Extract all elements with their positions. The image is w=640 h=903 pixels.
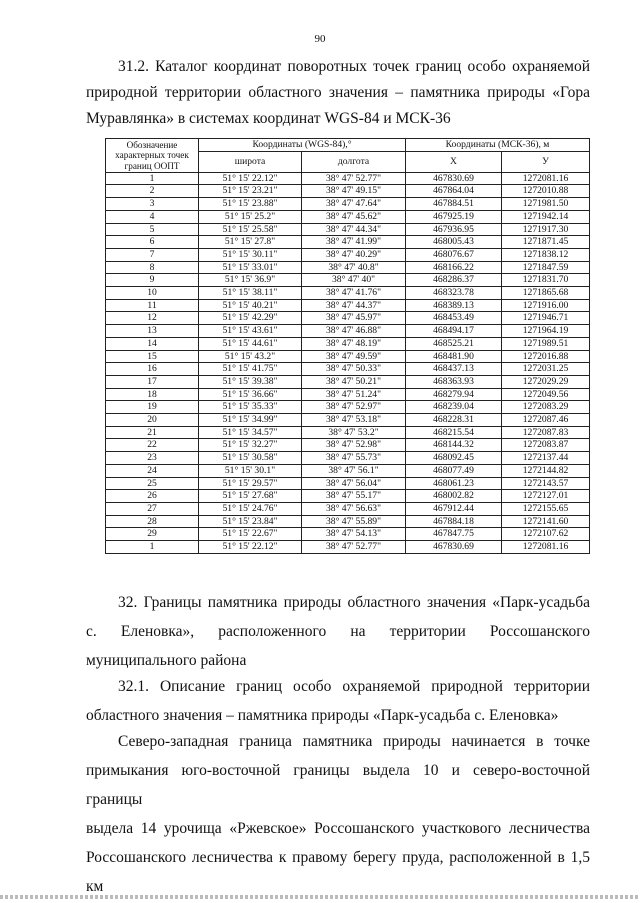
x-coordinate-cell: 468144.32: [406, 439, 502, 452]
table-row: [106, 528, 590, 541]
point-number-cell: 20: [106, 414, 199, 427]
x-coordinate-cell: 467912.44: [406, 502, 502, 515]
point-number-cell: 8: [106, 261, 199, 274]
y-coordinate-cell: 1271871.45: [502, 236, 590, 249]
y-coordinate-cell: 1272010.88: [502, 185, 590, 198]
latitude-cell: 51° 15' 39.38": [199, 375, 302, 388]
y-coordinate-cell: 1272144.82: [502, 464, 590, 477]
table-row: [106, 350, 590, 363]
longitude-cell: 38° 47' 41.99": [302, 236, 406, 249]
heading-line-3: Муравлянка» в системах координат WGS-84 и МСК-36: [86, 110, 451, 127]
x-coordinate-cell: 468005.43: [406, 236, 502, 249]
point-number-cell: 10: [106, 287, 199, 300]
longitude-cell: 38° 47' 45.62": [302, 210, 406, 223]
header-latitude: широта: [199, 151, 302, 172]
y-coordinate-cell: 1271831.70: [502, 274, 590, 287]
point-number-cell: 16: [106, 363, 199, 376]
latitude-cell: 51° 15' 36.9": [199, 274, 302, 287]
longitude-cell: 38° 47' 52.77": [302, 172, 406, 185]
x-coordinate-cell: 468286.37: [406, 274, 502, 287]
x-coordinate-cell: 468092.45: [406, 452, 502, 465]
point-number-cell: 26: [106, 490, 199, 503]
point-number-cell: 18: [106, 388, 199, 401]
point-number-cell: 12: [106, 312, 199, 325]
y-coordinate-cell: 1272081.16: [502, 541, 590, 554]
x-coordinate-cell: 467864.04: [406, 185, 502, 198]
latitude-cell: 51° 15' 25.58": [199, 223, 302, 236]
y-coordinate-cell: 1272107.62: [502, 528, 590, 541]
y-coordinate-cell: 1272155.65: [502, 502, 590, 515]
header-longitude: долгота: [302, 151, 406, 172]
catalog-heading: [86, 54, 590, 132]
table-row: [106, 502, 590, 515]
point-number-cell: 5: [106, 223, 199, 236]
x-coordinate-cell: 468166.22: [406, 261, 502, 274]
longitude-cell: 38° 47' 53.18": [302, 414, 406, 427]
latitude-cell: 51° 15' 22.12": [199, 541, 302, 554]
x-coordinate-cell: 468494.17: [406, 325, 502, 338]
x-coordinate-cell: 468215.54: [406, 426, 502, 439]
x-coordinate-cell: 468002.82: [406, 490, 502, 503]
table-row: [106, 490, 590, 503]
table-row: [106, 299, 590, 312]
latitude-cell: 51° 15' 23.84": [199, 515, 302, 528]
y-coordinate-cell: 1271989.51: [502, 337, 590, 350]
y-coordinate-cell: 1272087.46: [502, 414, 590, 427]
point-number-cell: 11: [106, 299, 199, 312]
point-number-cell: 1: [106, 172, 199, 185]
x-coordinate-cell: 468061.23: [406, 477, 502, 490]
x-coordinate-cell: 468437.13: [406, 363, 502, 376]
longitude-cell: 38° 47' 49.15": [302, 185, 406, 198]
y-coordinate-cell: 1272141.60: [502, 515, 590, 528]
longitude-cell: 38° 47' 50.33": [302, 363, 406, 376]
longitude-cell: 38° 47' 52.98": [302, 439, 406, 452]
longitude-cell: 38° 47' 44.34": [302, 223, 406, 236]
y-coordinate-cell: 1272083.87: [502, 439, 590, 452]
longitude-cell: 38° 47' 40": [302, 274, 406, 287]
point-number-cell: 17: [106, 375, 199, 388]
x-coordinate-cell: 468453.49: [406, 312, 502, 325]
table-row: [106, 515, 590, 528]
table-row: [106, 261, 590, 274]
longitude-cell: 38° 47' 54.13": [302, 528, 406, 541]
point-number-cell: 1: [106, 541, 199, 554]
longitude-cell: 38° 47' 48.19": [302, 337, 406, 350]
longitude-cell: 38° 47' 55.73": [302, 452, 406, 465]
x-coordinate-cell: 468323.78: [406, 287, 502, 300]
table-row: [106, 223, 590, 236]
section-32-line-3: муниципального района: [86, 652, 247, 669]
section-32-line-2: с. Еленовка», расположенного на территории Россошанского: [86, 623, 590, 640]
x-coordinate-cell: 468077.49: [406, 464, 502, 477]
x-coordinate-cell: 468481.90: [406, 350, 502, 363]
y-coordinate-cell: 1271942.14: [502, 210, 590, 223]
point-number-cell: 28: [106, 515, 199, 528]
y-coordinate-cell: 1272081.16: [502, 172, 590, 185]
point-number-cell: 29: [106, 528, 199, 541]
point-number-cell: 27: [106, 502, 199, 515]
latitude-cell: 51° 15' 24.76": [199, 502, 302, 515]
x-coordinate-cell: 468525.21: [406, 337, 502, 350]
description-line-3: выдела 14 урочища «Ржевское» Россошанского участкового лесничества: [86, 820, 590, 837]
latitude-cell: 51° 15' 22.67": [199, 528, 302, 541]
latitude-cell: 51° 15' 22.12": [199, 172, 302, 185]
table-row: [106, 363, 590, 376]
x-coordinate-cell: 467884.18: [406, 515, 502, 528]
latitude-cell: 51° 15' 43.61": [199, 325, 302, 338]
point-number-cell: 15: [106, 350, 199, 363]
latitude-cell: 51° 15' 25.2": [199, 210, 302, 223]
latitude-cell: 51° 15' 44.61": [199, 337, 302, 350]
table-row: [106, 337, 590, 350]
y-coordinate-cell: 1272087.83: [502, 426, 590, 439]
page-number: 90: [314, 33, 326, 45]
point-number-cell: 25: [106, 477, 199, 490]
longitude-cell: 38° 47' 44.37": [302, 299, 406, 312]
table-row: [106, 198, 590, 211]
longitude-cell: 38° 47' 55.17": [302, 490, 406, 503]
longitude-cell: 38° 47' 52.77": [302, 541, 406, 554]
y-coordinate-cell: 1271946.71: [502, 312, 590, 325]
table-row: [106, 477, 590, 490]
point-number-cell: 3: [106, 198, 199, 211]
header-x: X: [406, 151, 502, 172]
header-msk36: Координаты (МСК-36), м: [406, 139, 590, 152]
description-line-4: Россошанского лесничества к правому берегу пруда, расположенной в 1,5 км: [86, 849, 590, 895]
latitude-cell: 51° 15' 38.11": [199, 287, 302, 300]
table-row: [106, 375, 590, 388]
latitude-cell: 51° 15' 34.57": [199, 426, 302, 439]
table-row: [106, 426, 590, 439]
longitude-cell: 38° 47' 40.29": [302, 248, 406, 261]
y-coordinate-cell: 1272016.88: [502, 350, 590, 363]
table-row: [106, 414, 590, 427]
point-number-cell: 23: [106, 452, 199, 465]
section-321-heading: [86, 672, 590, 730]
x-coordinate-cell: 467830.69: [406, 541, 502, 554]
x-coordinate-cell: 468389.13: [406, 299, 502, 312]
latitude-cell: 51° 15' 23.88": [199, 198, 302, 211]
longitude-cell: 38° 47' 41.76": [302, 287, 406, 300]
boundary-description: [86, 727, 590, 901]
point-number-cell: 19: [106, 401, 199, 414]
point-number-cell: 9: [106, 274, 199, 287]
longitude-cell: 38° 47' 56.1": [302, 464, 406, 477]
table-row: [106, 274, 590, 287]
coordinates-table-body: [106, 172, 590, 553]
latitude-cell: 51° 15' 30.1": [199, 464, 302, 477]
header-point-designation: Обозначение характерных точек границ ООПТ: [106, 139, 199, 173]
y-coordinate-cell: 1272137.44: [502, 452, 590, 465]
y-coordinate-cell: 1271847.59: [502, 261, 590, 274]
latitude-cell: 51° 15' 42.29": [199, 312, 302, 325]
y-coordinate-cell: 1272143.57: [502, 477, 590, 490]
longitude-cell: 38° 47' 53.2": [302, 426, 406, 439]
latitude-cell: 51° 15' 23.21": [199, 185, 302, 198]
x-coordinate-cell: 467936.95: [406, 223, 502, 236]
latitude-cell: 51° 15' 29.57": [199, 477, 302, 490]
header-wgs84: Координаты (WGS-84),°: [199, 139, 406, 152]
latitude-cell: 51° 15' 30.58": [199, 452, 302, 465]
section-321-line-2: областного значения – памятника природы «Парк-усадьба с. Еленовка»: [86, 707, 559, 724]
longitude-cell: 38° 47' 51.24": [302, 388, 406, 401]
longitude-cell: 38° 47' 46.88": [302, 325, 406, 338]
y-coordinate-cell: 1271916.00: [502, 299, 590, 312]
table-row: [106, 248, 590, 261]
point-number-cell: 7: [106, 248, 199, 261]
y-coordinate-cell: 1271838.12: [502, 248, 590, 261]
x-coordinate-cell: 467884.51: [406, 198, 502, 211]
description-line-2: примыкания юго-восточной границы выдела 10 и северо-восточной границы: [86, 762, 590, 808]
coordinates-table: [105, 138, 590, 554]
section-321-line-1: 32.1. Описание границ особо охраняемой природной территории: [118, 678, 590, 695]
x-coordinate-cell: 468228.31: [406, 414, 502, 427]
table-row: [106, 210, 590, 223]
x-coordinate-cell: 468279.94: [406, 388, 502, 401]
point-number-cell: 6: [106, 236, 199, 249]
table-row: [106, 452, 590, 465]
longitude-cell: 38° 47' 55.89": [302, 515, 406, 528]
section-32-heading: [86, 588, 590, 675]
point-number-cell: 24: [106, 464, 199, 477]
heading-line-2: природной территории областного значения – памятника природы «Гора: [86, 84, 590, 101]
point-number-cell: 14: [106, 337, 199, 350]
y-coordinate-cell: 1271964.19: [502, 325, 590, 338]
x-coordinate-cell: 468239.04: [406, 401, 502, 414]
table-row: [106, 312, 590, 325]
latitude-cell: 51° 15' 27.8": [199, 236, 302, 249]
table-row: [106, 388, 590, 401]
x-coordinate-cell: 467847.75: [406, 528, 502, 541]
latitude-cell: 51° 15' 27.68": [199, 490, 302, 503]
description-line-1: Северо-западная граница памятника природы начинается в точке: [118, 733, 590, 750]
point-number-cell: 21: [106, 426, 199, 439]
y-coordinate-cell: 1271865.68: [502, 287, 590, 300]
latitude-cell: 51° 15' 40.21": [199, 299, 302, 312]
x-coordinate-cell: 467925.19: [406, 210, 502, 223]
longitude-cell: 38° 47' 40.8": [302, 261, 406, 274]
longitude-cell: 38° 47' 56.04": [302, 477, 406, 490]
header-y: У: [502, 151, 590, 172]
latitude-cell: 51° 15' 35.33": [199, 401, 302, 414]
heading-line-1: 31.2. Каталог координат поворотных точек границ особо охраняемой: [118, 58, 590, 75]
table-row: [106, 287, 590, 300]
y-coordinate-cell: 1272049.56: [502, 388, 590, 401]
latitude-cell: 51° 15' 30.11": [199, 248, 302, 261]
longitude-cell: 38° 47' 45.97": [302, 312, 406, 325]
longitude-cell: 38° 47' 56.63": [302, 502, 406, 515]
y-coordinate-cell: 1272127.01: [502, 490, 590, 503]
table-row: [106, 236, 590, 249]
y-coordinate-cell: 1272031.25: [502, 363, 590, 376]
point-number-cell: 4: [106, 210, 199, 223]
latitude-cell: 51° 15' 32.27": [199, 439, 302, 452]
y-coordinate-cell: 1271981.50: [502, 198, 590, 211]
latitude-cell: 51° 15' 43.2": [199, 350, 302, 363]
section-32-line-1: 32. Границы памятника природы областного значения «Парк-усадьба: [118, 594, 590, 611]
x-coordinate-cell: 468363.93: [406, 375, 502, 388]
table-row: [106, 439, 590, 452]
latitude-cell: 51° 15' 33.01": [199, 261, 302, 274]
y-coordinate-cell: 1271917.30: [502, 223, 590, 236]
scan-bottom-edge: [0, 895, 640, 899]
longitude-cell: 38° 47' 52.97": [302, 401, 406, 414]
latitude-cell: 51° 15' 41.75": [199, 363, 302, 376]
point-number-cell: 13: [106, 325, 199, 338]
latitude-cell: 51° 15' 36.66": [199, 388, 302, 401]
point-number-cell: 22: [106, 439, 199, 452]
table-row: [106, 401, 590, 414]
longitude-cell: 38° 47' 50.21": [302, 375, 406, 388]
longitude-cell: 38° 47' 49.59": [302, 350, 406, 363]
y-coordinate-cell: 1272029.29: [502, 375, 590, 388]
table-row: [106, 541, 590, 554]
longitude-cell: 38° 47' 47.64": [302, 198, 406, 211]
y-coordinate-cell: 1272083.29: [502, 401, 590, 414]
table-row: [106, 325, 590, 338]
table-row: [106, 185, 590, 198]
point-number-cell: 2: [106, 185, 199, 198]
x-coordinate-cell: 467830.69: [406, 172, 502, 185]
table-row: [106, 464, 590, 477]
x-coordinate-cell: 468076.67: [406, 248, 502, 261]
table-row: [106, 172, 590, 185]
latitude-cell: 51° 15' 34.99": [199, 414, 302, 427]
